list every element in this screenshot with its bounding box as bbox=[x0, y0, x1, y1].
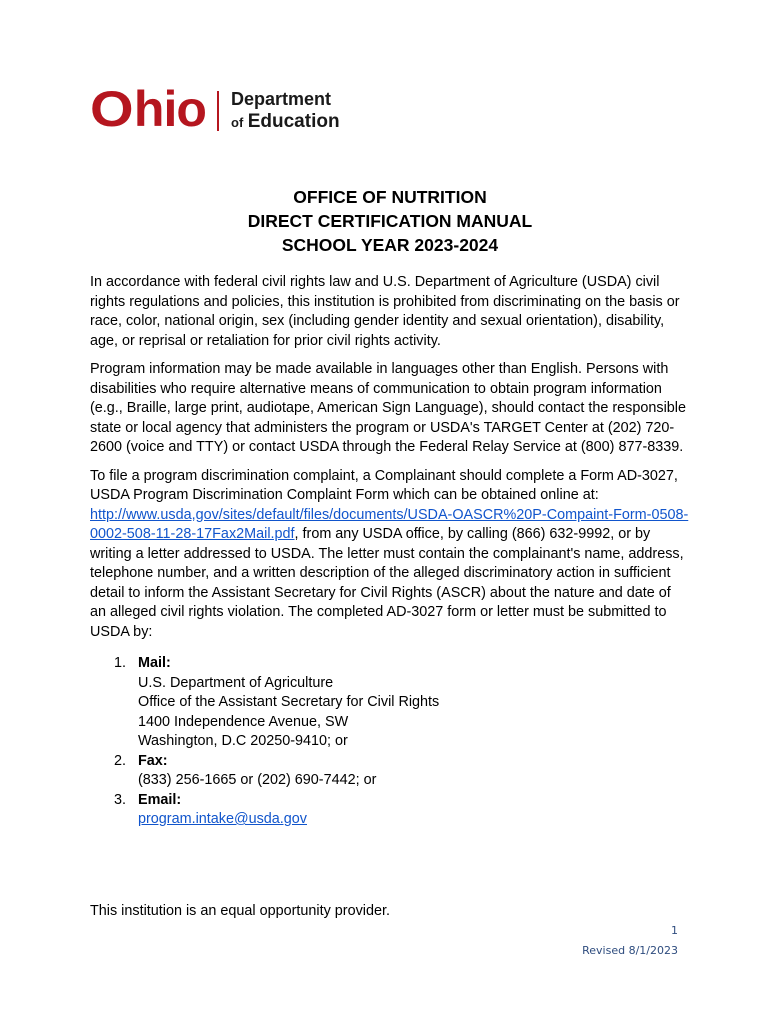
title-line-2: DIRECT CERTIFICATION MANUAL bbox=[247, 211, 533, 231]
page-number: 1 bbox=[671, 924, 678, 937]
complaint-form-link[interactable]: http://www.usda,gov/sites/default/files/documents/USDA-OASCR%20P-Compaint-Form-0508-0002-508-11-28-17Fax2Mail.pdf bbox=[90, 506, 689, 542]
logo-ohio-wordmark: Ohio bbox=[90, 81, 206, 137]
logo-education-text: of Education bbox=[231, 111, 340, 132]
list-item-fax: 2. Fax: (833) 256-1665 or (202) 690-7442; or bbox=[90, 752, 690, 791]
submission-methods-list bbox=[90, 654, 690, 830]
equal-opportunity-statement: This institution is an equal opportunity provider. bbox=[90, 903, 390, 919]
email-link[interactable]: program.intake@usda.gov bbox=[138, 811, 307, 827]
mail-label: Mail: bbox=[138, 655, 171, 671]
list-item-email: 3. Email: program.intake@usda.gov bbox=[90, 791, 690, 830]
title-line-1: OFFICE OF NUTRITION bbox=[293, 187, 487, 207]
document-title bbox=[90, 185, 690, 257]
revised-date: Revised 8/1/2023 bbox=[582, 944, 678, 957]
title-line-3: SCHOOL YEAR 2023-2024 bbox=[281, 235, 499, 255]
complaint-paragraph: To file a program discrimination complaint, a Complainant should complete a Form AD-3027, USDA Program Discrimination Complaint Form which can be obtained online at: http://www.usda,gov/sites/default/files/documents/USDA-OASCR%20P-Compaint-Form-0508-0002-508-11-28-17Fax2Mail.pdf, from any USDA office, by calling (866) 632-9992, or by writing a letter addressed to USDA. The letter must contain the complainant's name, address, telephone number, and a written description of the alleged discriminatory action in sufficient detail to inform the Assistant Secretary for Civil Rights (ASCR) about the nature and date of an alleged civil rights violation. The completed AD-3027 form or letter must be submitted to USDA by: bbox=[90, 467, 689, 640]
fax-label: Fax: bbox=[138, 752, 168, 769]
program-information-paragraph: Program information may be made available in languages other than English. Persons with disabilities who require alternative means of communication to obtain program information (e.g., Braille, large print, audiotape, American Sign Language), should contact the responsible state or local agency that administers the program or USDA's TARGET Center at (202) 720-2600 (voice and TTY) or contact USDA through the Federal Relay Service at (800) 877-8339. bbox=[90, 361, 686, 455]
logo-divider bbox=[217, 91, 219, 131]
civil-rights-paragraph: In accordance with federal civil rights law and U.S. Department of Agriculture (USDA) civil rights regulations and policies, this institution is prohibited from discriminating on the basis or race, color, national origin, sex (including gender identity and sexual orientation), disability, age, or reprisal or retaliation for prior civil rights activity. bbox=[90, 274, 680, 349]
email-label: Email: bbox=[138, 791, 182, 808]
nondiscrimination-statement bbox=[90, 273, 690, 830]
logo-department-text: Department bbox=[231, 89, 332, 109]
list-item-mail: 1. Mail: U.S. Department of Agriculture Office of the Assistant Secretary for Civil Rights 1400 Independence Avenue, SW Washington, D.C 20250-9410; or bbox=[90, 654, 690, 752]
